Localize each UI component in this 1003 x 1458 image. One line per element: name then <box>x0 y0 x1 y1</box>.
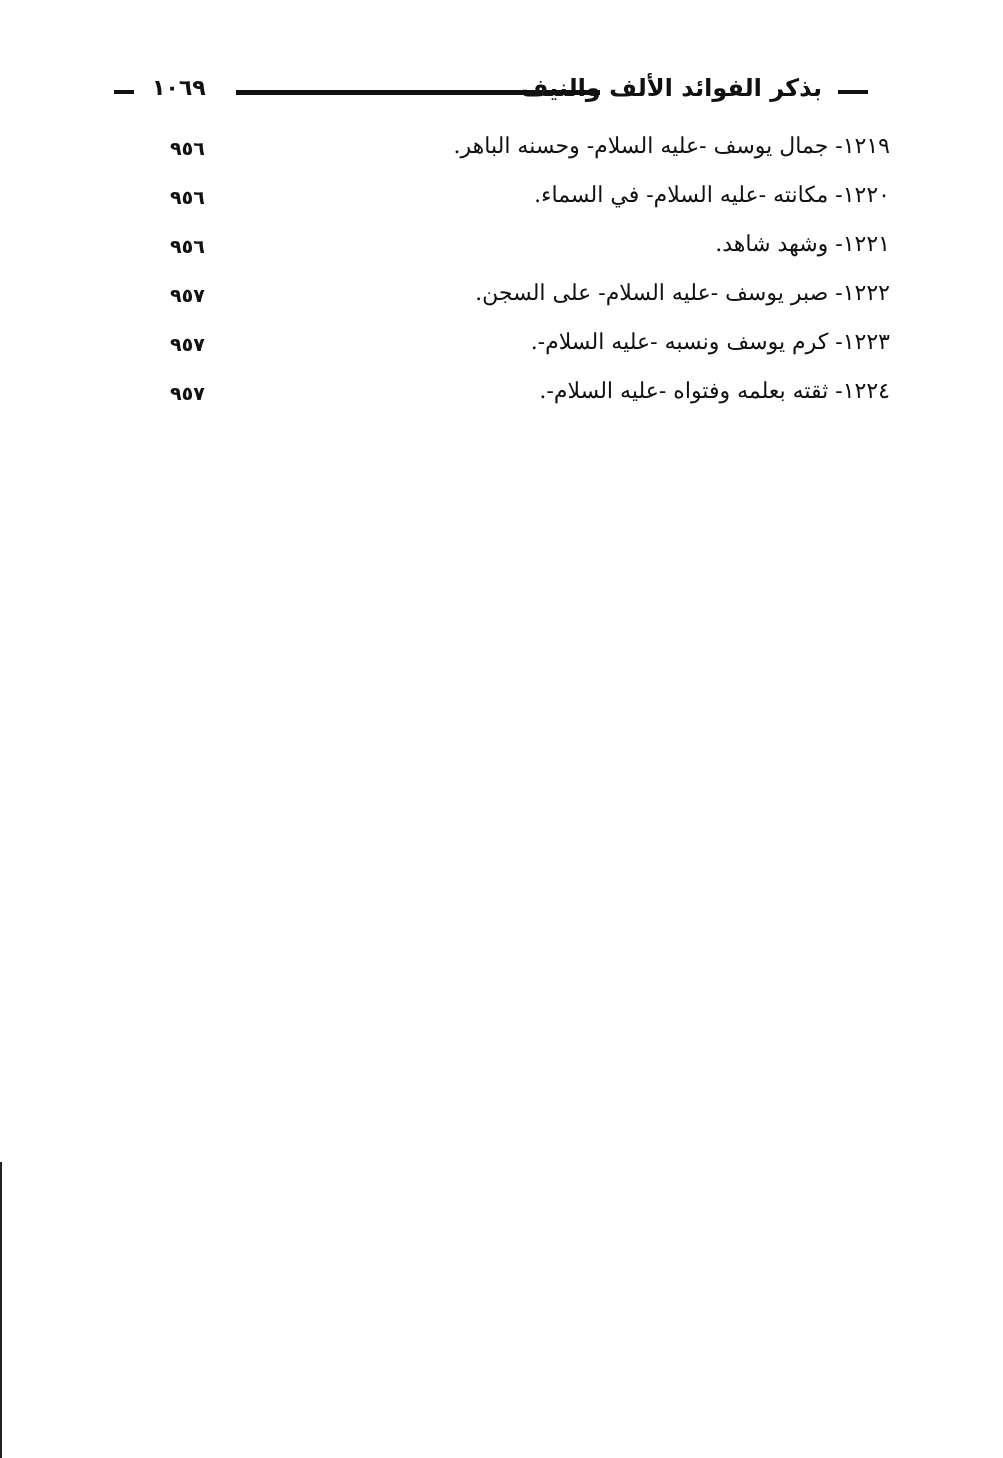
index-entry <box>150 324 890 373</box>
entry-text-line <box>539 379 890 404</box>
header-page-number: ١٠٦٩ <box>152 76 206 101</box>
entry-text-line <box>475 281 890 306</box>
index-entry <box>150 177 890 226</box>
entry-page-number: ٩٥٦ <box>170 236 205 258</box>
entry-page-number: ٩٥٧ <box>170 334 205 356</box>
scan-edge-line <box>0 1162 2 1458</box>
entry-title: ثقته بعلمه وفتواه -عليه السلام-. <box>539 379 829 404</box>
entry-number: ١٢٢١- <box>835 232 890 257</box>
index-entry <box>150 226 890 275</box>
entry-text-line <box>534 183 890 208</box>
entry-text-line <box>715 232 890 257</box>
header-dash-right <box>838 90 868 94</box>
entry-number: ١٢١٩- <box>835 134 890 159</box>
entry-page-number: ٩٥٧ <box>170 383 205 405</box>
header-title: بذكر الفوائد الألف والنيف <box>520 74 822 102</box>
index-entry <box>150 373 890 422</box>
entry-text-line <box>531 330 890 355</box>
entry-title: كرم يوسف ونسبه -عليه السلام-. <box>530 330 829 355</box>
entry-number: ١٢٢٣- <box>835 330 890 355</box>
entry-number: ١٢٢٠- <box>835 183 890 208</box>
header-dash-left <box>114 90 134 94</box>
entry-title: مكانته -عليه السلام- في السماء. <box>534 183 829 208</box>
entry-page-number: ٩٥٧ <box>170 285 205 307</box>
entry-title: جمال يوسف -عليه السلام- وحسنه الباهر. <box>453 134 829 159</box>
index-list <box>150 128 890 422</box>
entry-title: صبر يوسف -عليه السلام- على السجن. <box>475 281 829 306</box>
entry-number: ١٢٢٤- <box>835 379 890 404</box>
index-entry <box>150 275 890 324</box>
running-header <box>108 72 868 112</box>
entry-page-number: ٩٥٦ <box>170 138 205 160</box>
entry-title: وشهد شاهد. <box>715 232 829 257</box>
entry-page-number: ٩٥٦ <box>170 187 205 209</box>
entry-text-line <box>454 134 890 159</box>
index-entry <box>150 128 890 177</box>
entry-number: ١٢٢٢- <box>835 281 890 306</box>
